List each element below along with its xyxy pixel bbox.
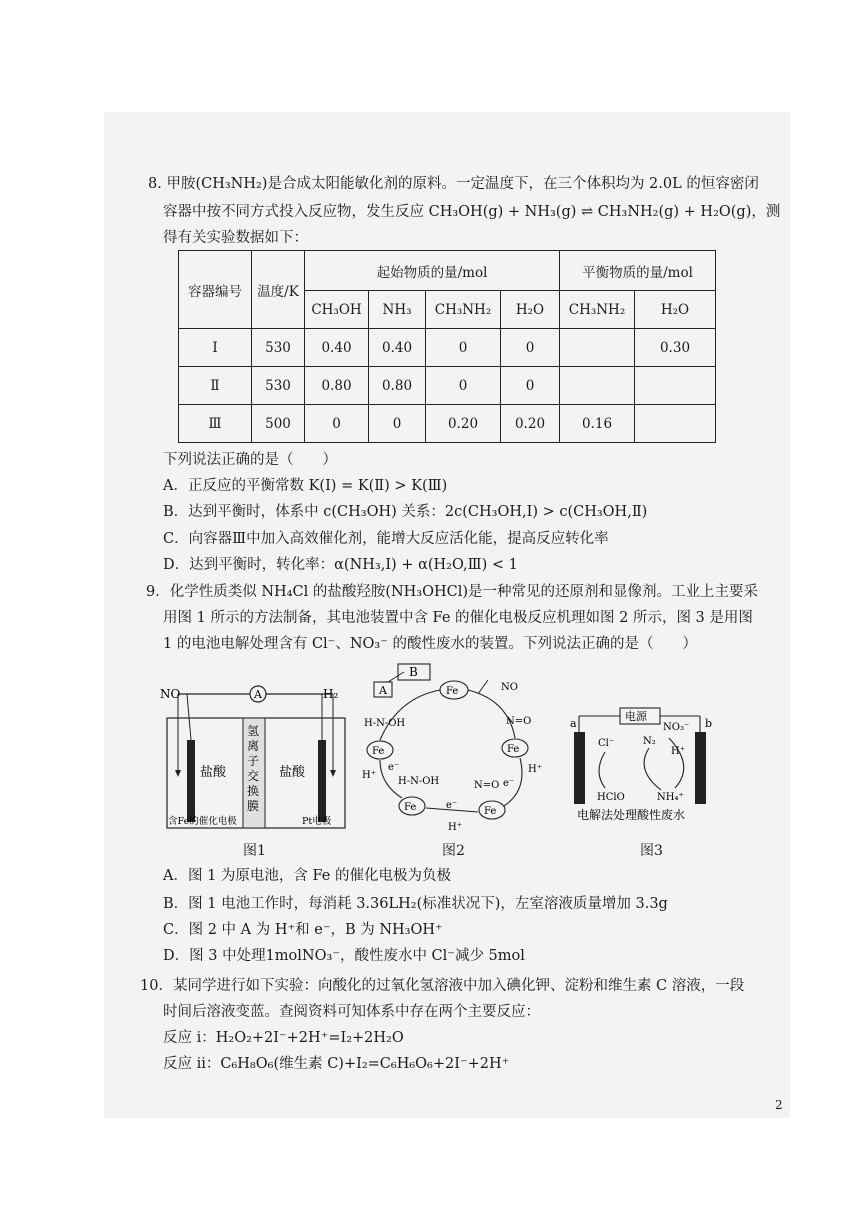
table-cell: 0 (305, 405, 369, 443)
q8-option-c: C．向容器Ⅲ中加入高效催化剂，能增大反应活化能，提高反应转化率 (163, 531, 609, 547)
q10-reaction-2: 反应 ii：C₆H₈O₆(维生素 C)+I₂=C₆H₆O₆+2I⁻+2H⁺ (163, 1056, 510, 1072)
q10-line2: 时间后溶液变蓝。查阅资料可知体系中存在两个主要反应： (163, 1004, 540, 1020)
table-cell: Ⅱ (179, 367, 252, 405)
membrane-char: 氢 (247, 724, 260, 738)
figure-1-caption: 图1 (243, 843, 266, 859)
q8-line2: 容器中按不同方式投入反应物，发生反应 CH₃OH(g) + NH₃(g) ⇌ CH₃NH₂(g) + H₂O(g)，测 (163, 204, 781, 220)
table-row (179, 329, 716, 367)
box-b-label: B (409, 665, 418, 679)
h-plus-label: H⁺ (362, 770, 376, 781)
table-row (179, 367, 716, 405)
q9-option-c: C．图 2 中 A 为 H⁺和 e⁻，B 为 NH₃OH⁺ (163, 922, 443, 938)
h-plus-label: H⁺ (671, 746, 685, 757)
table-cell: 0.30 (635, 329, 716, 367)
q10-line1: 10．某同学进行如下实验：向酸化的过氧化氢溶液中加入碘化钾、淀粉和维生素 C 溶液，一段 (140, 978, 745, 994)
fe-node: Fe (372, 746, 385, 757)
box-a-label: A (379, 684, 387, 697)
header-equilibrium-amount: 平衡物质的量/mol (560, 251, 716, 291)
electrode-a-label: a (570, 717, 577, 730)
q9-line2: 用图 1 所示的方法制备，其电池装置中含 Fe 的催化电极反应机理如图 2 所示，图 3 是用图 (163, 610, 753, 626)
q10-reaction-1: 反应 i：H₂O₂+2I⁻+2H⁺=I₂+2H₂O (163, 1030, 404, 1046)
q9-line3: 1 的电池电解处理含有 Cl⁻、NO₃⁻ 的酸性废水的装置。下列说法正确的是（ ） (163, 636, 697, 652)
q8-option-a: A．正反应的平衡常数 K(Ⅰ) = K(Ⅱ) > K(Ⅲ) (163, 478, 448, 494)
table-cell: Ⅲ (179, 405, 252, 443)
membrane-char: 换 (247, 784, 260, 798)
n-o-label: N=O (474, 780, 500, 791)
right-electrode (318, 740, 326, 822)
right-solution-label: 盐酸 (279, 765, 306, 780)
table-cell: 0.20 (426, 405, 501, 443)
table-cell: 0.16 (560, 405, 635, 443)
fe-node: Fe (404, 802, 417, 813)
figure-3-caption: 图3 (640, 843, 663, 859)
membrane-char: 离 (247, 739, 260, 753)
table-cell: Ⅰ (179, 329, 252, 367)
header-initial-amount: 起始物质的量/mol (305, 251, 560, 291)
table-row (179, 405, 716, 443)
q9-option-d: D．图 3 中处理1molNO₃⁻，酸性废水中 Cl⁻减少 5mol (163, 948, 525, 964)
q9-option-a: A．图 1 为原电池，含 Fe 的催化电极为负极 (163, 868, 451, 884)
q8-data-table (178, 250, 716, 443)
table-cell: 0.20 (501, 405, 560, 443)
table-cell (635, 367, 716, 405)
fig1-h2-label: H₂ (323, 687, 339, 701)
no-label: NO (501, 682, 518, 693)
table-cell: 0.80 (305, 367, 369, 405)
table-cell (560, 329, 635, 367)
electron-label: e⁻ (503, 778, 515, 789)
table-cell: 0 (501, 329, 560, 367)
table-cell (560, 367, 635, 405)
figure-2-caption: 图2 (442, 843, 465, 859)
subheader-eq-ch3nh2: CH₃NH₂ (560, 291, 635, 329)
q8-option-d: D．达到平衡时，转化率：α(NH₃,Ⅰ) + α(H₂O,Ⅲ) < 1 (163, 557, 518, 573)
nh-oh-label: H-N-OH (364, 718, 406, 729)
table-cell: 500 (252, 405, 305, 443)
subheader-nh3: NH₃ (369, 291, 426, 329)
h-plus-label: H⁺ (528, 764, 542, 775)
hclo-label: HClO (597, 792, 625, 803)
table-cell: 0 (426, 367, 501, 405)
table-cell: 0 (501, 367, 560, 405)
fig3-description: 电解法处理酸性废水 (577, 808, 686, 822)
electron-label: e⁻ (446, 800, 458, 811)
ammonium-label: NH₄⁺ (657, 792, 684, 803)
header-container: 容器编号 (179, 251, 252, 329)
q8-prompt: 下列说法正确的是（ ） (163, 452, 337, 468)
nitrate-label: NO₃⁻ (663, 722, 690, 733)
n-o-label: N=O (506, 716, 532, 727)
left-solution-label: 盐酸 (200, 765, 227, 780)
table-cell: 0.40 (369, 329, 426, 367)
membrane-char: 膜 (247, 799, 260, 813)
fe-node: Fe (484, 806, 497, 817)
h-plus-label: H⁺ (448, 822, 462, 833)
power-source-label: 电源 (625, 710, 647, 723)
subheader-eq-h2o: H₂O (635, 291, 716, 329)
table-cell: 0.40 (305, 329, 369, 367)
subheader-ch3oh: CH₃OH (305, 291, 369, 329)
fig1-ammeter-label: A (254, 688, 262, 701)
q8-option-b: B．达到平衡时，体系中 c(CH₃OH) 关系：2c(CH₃OH,Ⅰ) > c(CH₃OH,Ⅱ) (163, 504, 648, 520)
right-electrode-label: Pt电极 (302, 816, 332, 827)
chloride-label: Cl⁻ (598, 738, 615, 749)
subheader-h2o: H₂O (501, 291, 560, 329)
table-cell: 530 (252, 367, 305, 405)
left-electrode-label: 含Fe的催化电极 (168, 816, 237, 827)
fig1-no-label: NO (160, 687, 181, 701)
table-cell: 0 (369, 405, 426, 443)
membrane-char: 子 (247, 754, 260, 768)
subheader-ch3nh2: CH₃NH₂ (426, 291, 501, 329)
cathode-b (695, 732, 706, 804)
q8-line3: 得有关实验数据如下： (163, 230, 308, 246)
n2-label: N₂ (643, 736, 656, 747)
table-cell (635, 405, 716, 443)
q8-line1: 8. 甲胺(CH₃NH₂)是合成太阳能敏化剂的原料。一定温度下，在三个体积均为 2.0L 的恒容密闭 (148, 176, 759, 192)
nh-oh-label: H-N-OH (398, 776, 440, 787)
figure-3-electrolysis (565, 704, 725, 829)
left-electrode (187, 740, 195, 822)
fe-node: Fe (446, 686, 459, 697)
table-cell: 0 (426, 329, 501, 367)
page-number: 2 (775, 1098, 783, 1112)
figure-1-cell-diagram (155, 680, 355, 830)
table-cell: 530 (252, 329, 305, 367)
electron-label: e⁻ (388, 762, 400, 773)
q9-line1: 9．化学性质类似 NH₄Cl 的盐酸羟胺(NH₃OHCl)是一种常见的还原剂和显像剂。工业上主要采 (146, 584, 759, 600)
figure-2-mechanism (358, 660, 558, 838)
header-temperature: 温度/K (252, 251, 305, 329)
fe-node: Fe (507, 744, 520, 755)
membrane-char: 交 (247, 769, 260, 783)
table-cell: 0.80 (369, 367, 426, 405)
anode-a (574, 732, 585, 804)
electrode-b-label: b (705, 717, 713, 730)
q9-option-b: B．图 1 电池工作时，每消耗 3.36LH₂(标准状况下)，左室溶液质量增加 3.3g (163, 896, 668, 912)
